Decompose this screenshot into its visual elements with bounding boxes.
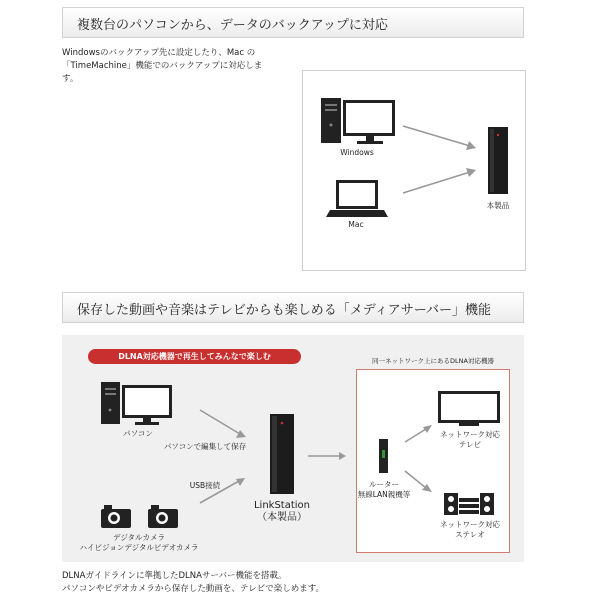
- stereo-label: ネットワーク対応 ステレオ: [440, 520, 500, 539]
- tv-icon: [438, 391, 500, 426]
- section1-title: 複数台のパソコンから、データのバックアップに対応: [77, 18, 388, 33]
- tv-label: ネットワーク対応 テレビ: [440, 430, 500, 449]
- router-label: ルーター 無線LAN親機等: [357, 480, 411, 499]
- product-label: 本製品: [486, 201, 510, 210]
- section2-description: DLNAガイドラインに準拠したDLNAサーバー機能を搭載。 パソコンやビデオカメラから保存した動画を、テレビで楽しめます。: [62, 571, 325, 594]
- digital-camera-icon: [101, 505, 131, 528]
- pc-label: パソコン: [123, 429, 153, 438]
- linkstation-icon: [270, 414, 294, 494]
- pc-edit-label: パソコンで編集して保存: [163, 442, 247, 451]
- stereo-icon: [444, 493, 494, 515]
- pc-icon: [101, 382, 172, 425]
- dlna-banner-text: DLNA対応機器で再生してみんなで楽しむ: [118, 352, 271, 361]
- router-icon: [379, 439, 388, 473]
- windows-label: Windows: [340, 148, 374, 157]
- mac-label: Mac: [348, 220, 364, 229]
- section1-description: Windowsのバックアップ先に設定したり、Mac の 「TimeMachine」機能でのバックアップに対応しま す。: [62, 48, 263, 84]
- video-camera-icon: [148, 505, 178, 528]
- section2-title: 保存した動画や音楽はテレビからも楽しめる「メディアサーバー」機能: [77, 303, 492, 318]
- network-caption: 同一ネットワーク上にあるDLNA対応機器: [372, 357, 494, 365]
- linkstation-label: LinkStation （本製品）: [253, 500, 311, 523]
- usb-label: USB接続: [189, 481, 221, 490]
- camera-label: デジタルカメラ ハイビジョンデジタルビデオカメラ: [79, 533, 199, 552]
